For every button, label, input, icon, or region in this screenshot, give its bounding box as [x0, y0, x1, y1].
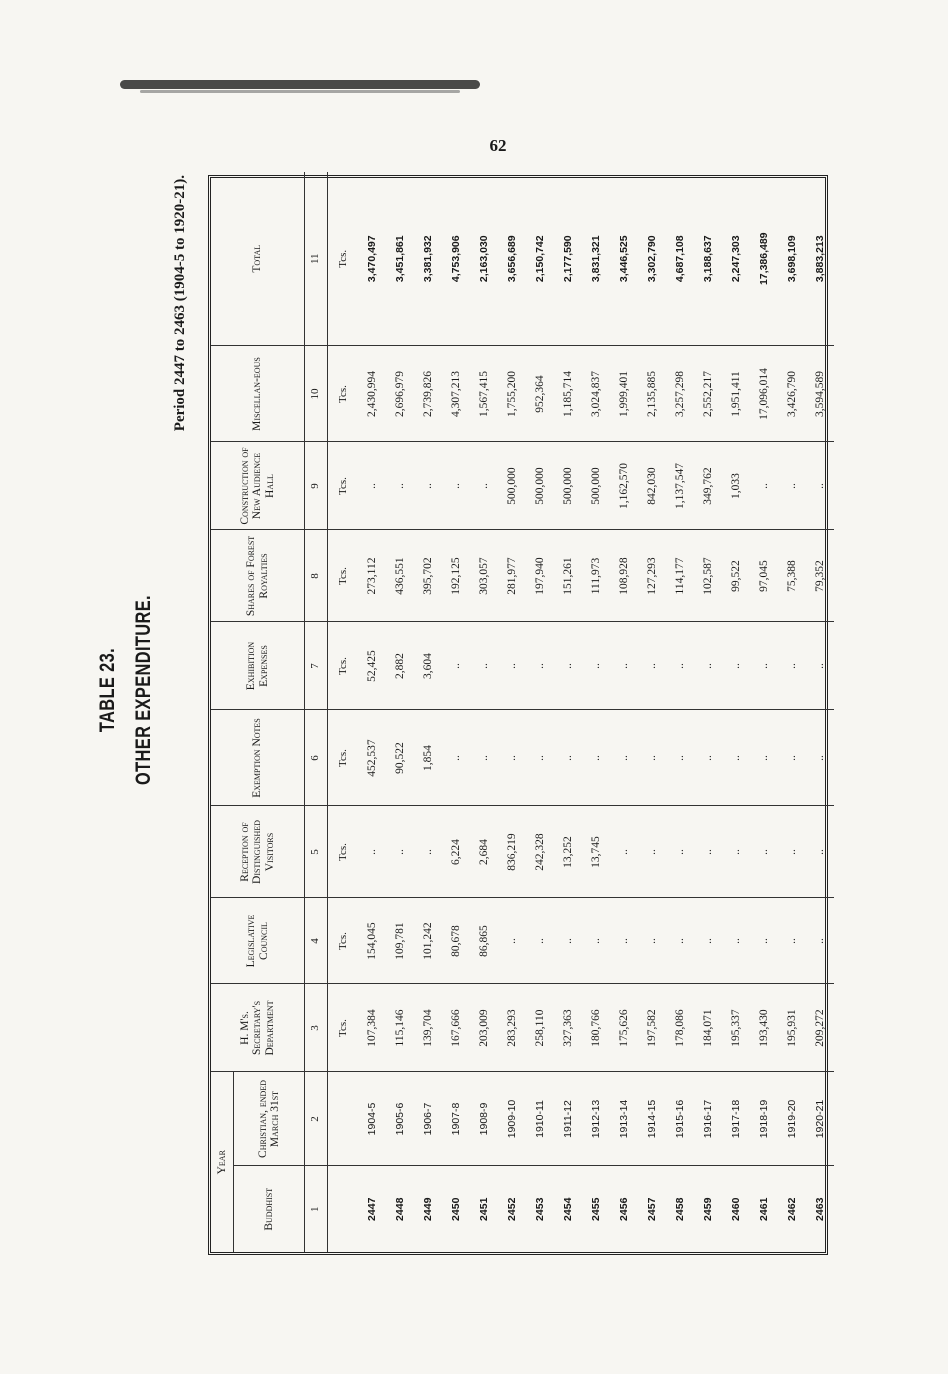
exemption-cell: 1,854: [414, 710, 442, 806]
header-reception: Reception of Distinguished Visitors: [211, 806, 305, 898]
exemption-cell: 452,537: [358, 710, 386, 806]
buddhist-year-cell: 2454: [562, 1197, 574, 1221]
header-buddhist: Buddhist: [234, 1166, 305, 1252]
exhibition-cell: ..: [470, 622, 498, 710]
total-cell: 3,451,861: [386, 172, 414, 346]
exemption-cell: 90,522: [386, 710, 414, 806]
reception-cell: ..: [638, 806, 666, 898]
legislative-cell: ..: [610, 898, 638, 984]
misc-cell: 1,185,714: [554, 346, 582, 442]
forest-cell: 111,973: [582, 530, 610, 622]
header-exemption: Exemption Notes: [211, 710, 305, 806]
misc-cell: 4,307,213: [442, 346, 470, 442]
legislative-cell: ..: [582, 898, 610, 984]
forest-cell: 108,928: [610, 530, 638, 622]
buddhist-year-cell: 2460: [730, 1197, 742, 1221]
secretary-cell: 193,430: [750, 984, 778, 1072]
christian-year-cell: 1918-19: [750, 1072, 778, 1166]
total-cell: 3,698,109: [778, 172, 806, 346]
column-number: 8: [305, 530, 328, 622]
audience-hall-cell: ..: [358, 442, 386, 530]
audience-hall-cell: 349,762: [694, 442, 722, 530]
forest-cell: 192,125: [442, 530, 470, 622]
christian-year-cell: 1915-16: [666, 1072, 694, 1166]
exhibition-cell: ..: [638, 622, 666, 710]
misc-cell: 17,096,014: [750, 346, 778, 442]
christian-year-cell: 1906-7: [414, 1072, 442, 1166]
total-cell: 3,381,932: [414, 172, 442, 346]
misc-cell: 3,257,298: [666, 346, 694, 442]
table-row: [778, 172, 806, 1252]
total-cell: 2,150,742: [526, 172, 554, 346]
forest-cell: 281,977: [498, 530, 526, 622]
legislative-cell: ..: [778, 898, 806, 984]
secretary-cell: 175,626: [610, 984, 638, 1072]
buddhist-year-cell: 2461: [758, 1197, 770, 1221]
misc-cell: 1,755,200: [498, 346, 526, 442]
exhibition-cell: ..: [582, 622, 610, 710]
reception-cell: 836,219: [498, 806, 526, 898]
misc-cell: 2,739,826: [414, 346, 442, 442]
column-number: 6: [305, 710, 328, 806]
header-misc: Miscellan-eous: [211, 346, 305, 442]
audience-hall-cell: ..: [470, 442, 498, 530]
total-cell: 2,163,030: [470, 172, 498, 346]
column-number: 3: [305, 984, 328, 1072]
reception-cell: 2,684: [470, 806, 498, 898]
secretary-cell: 167,666: [442, 984, 470, 1072]
reception-cell: 242,328: [526, 806, 554, 898]
christian-year-cell: 1920-21: [806, 1072, 834, 1166]
exhibition-cell: ..: [778, 622, 806, 710]
buddhist-year-cell: 2451: [478, 1197, 490, 1221]
title-block: [90, 125, 200, 1255]
column-number: 9: [305, 442, 328, 530]
exhibition-cell: 3,604: [414, 622, 442, 710]
legislative-cell: ..: [554, 898, 582, 984]
secretary-cell: 197,582: [638, 984, 666, 1072]
secretary-cell: 107,384: [358, 984, 386, 1072]
header-audience: Construction of New Audience Hall: [211, 442, 305, 530]
period-caption: Period 2447 to 2463 (1904-5 to 1920-21).: [172, 175, 188, 432]
exhibition-cell: 2,882: [386, 622, 414, 710]
table-row: [722, 172, 750, 1252]
reception-cell: ..: [722, 806, 750, 898]
christian-year-cell: 1907-8: [442, 1072, 470, 1166]
legislative-cell: ..: [666, 898, 694, 984]
forest-cell: 303,057: [470, 530, 498, 622]
christian-year-cell: 1905-6: [386, 1072, 414, 1166]
table-row: [414, 172, 442, 1252]
exhibition-cell: ..: [526, 622, 554, 710]
total-cell: 4,687,108: [666, 172, 694, 346]
misc-cell: 3,594,589: [806, 346, 834, 442]
legislative-cell: 80,678: [442, 898, 470, 984]
total-cell: 3,188,637: [694, 172, 722, 346]
column-number: 10: [305, 346, 328, 442]
secretary-cell: 195,337: [722, 984, 750, 1072]
christian-year-cell: 1919-20: [778, 1072, 806, 1166]
total-cell: 3,656,689: [498, 172, 526, 346]
audience-hall-cell: 500,000: [526, 442, 554, 530]
forest-cell: 75,388: [778, 530, 806, 622]
christian-year-cell: 1904-5: [358, 1072, 386, 1166]
table-row: [526, 172, 554, 1252]
exemption-cell: ..: [526, 710, 554, 806]
secretary-cell: 139,704: [414, 984, 442, 1072]
column-number: 1: [305, 1166, 328, 1252]
secretary-cell: 209,272: [806, 984, 834, 1072]
rotated-table-page: [90, 125, 850, 1255]
buddhist-year-cell: 2447: [366, 1197, 378, 1221]
exhibition-cell: ..: [666, 622, 694, 710]
christian-year-cell: 1913-14: [610, 1072, 638, 1166]
exhibition-cell: ..: [498, 622, 526, 710]
unit-label: Tcs.: [328, 346, 359, 442]
exemption-cell: ..: [666, 710, 694, 806]
secretary-cell: 327,363: [554, 984, 582, 1072]
table-row: [554, 172, 582, 1252]
header-exhibition: Exhibition Expenses: [211, 622, 305, 710]
forest-cell: 99,522: [722, 530, 750, 622]
table-row: [666, 172, 694, 1252]
exemption-cell: ..: [778, 710, 806, 806]
christian-year-cell: 1914-15: [638, 1072, 666, 1166]
buddhist-year-cell: 2450: [450, 1197, 462, 1221]
legislative-cell: ..: [750, 898, 778, 984]
forest-cell: 197,940: [526, 530, 554, 622]
exemption-cell: ..: [610, 710, 638, 806]
reception-cell: ..: [750, 806, 778, 898]
misc-cell: 2,696,979: [386, 346, 414, 442]
audience-hall-cell: ..: [806, 442, 834, 530]
audience-hall-cell: 1,033: [722, 442, 750, 530]
page-number: 62: [489, 136, 507, 155]
reception-cell: ..: [386, 806, 414, 898]
christian-year-cell: 1908-9: [470, 1072, 498, 1166]
buddhist-year-cell: 2448: [394, 1197, 406, 1221]
column-number: 4: [305, 898, 328, 984]
column-number: 11: [305, 172, 328, 346]
legislative-cell: ..: [722, 898, 750, 984]
table-row: [638, 172, 666, 1252]
christian-year-cell: 1911-12: [554, 1072, 582, 1166]
header-smudge-underline: [140, 90, 460, 93]
table-row: [498, 172, 526, 1252]
audience-hall-cell: 842,030: [638, 442, 666, 530]
table-row: [750, 172, 778, 1252]
christian-year-cell: 1917-18: [722, 1072, 750, 1166]
forest-cell: 395,702: [414, 530, 442, 622]
audience-hall-cell: 1,162,570: [610, 442, 638, 530]
exemption-cell: ..: [582, 710, 610, 806]
exemption-cell: ..: [470, 710, 498, 806]
exhibition-cell: ..: [694, 622, 722, 710]
exhibition-cell: ..: [442, 622, 470, 710]
unit-label: Tcs.: [328, 622, 359, 710]
forest-cell: 114,177: [666, 530, 694, 622]
table-row: [610, 172, 638, 1252]
legislative-cell: ..: [694, 898, 722, 984]
secretary-cell: 115,146: [386, 984, 414, 1072]
audience-hall-cell: ..: [414, 442, 442, 530]
secretary-cell: 283,293: [498, 984, 526, 1072]
table-row: [806, 172, 834, 1252]
table-title: TABLE 23.: [96, 647, 119, 733]
total-cell: 3,446,525: [610, 172, 638, 346]
legislative-cell: ..: [526, 898, 554, 984]
exemption-cell: ..: [554, 710, 582, 806]
table-row: [470, 172, 498, 1252]
legislative-cell: 154,045: [358, 898, 386, 984]
buddhist-year-cell: 2453: [534, 1197, 546, 1221]
header-total: Total: [211, 172, 305, 346]
unit-label: Tcs.: [328, 898, 359, 984]
total-cell: 3,302,790: [638, 172, 666, 346]
misc-cell: 2,135,885: [638, 346, 666, 442]
reception-cell: ..: [778, 806, 806, 898]
forest-cell: 79,352: [806, 530, 834, 622]
unit-label: Tcs.: [328, 710, 359, 806]
exhibition-cell: ..: [610, 622, 638, 710]
secretary-cell: 180,766: [582, 984, 610, 1072]
forest-cell: 127,293: [638, 530, 666, 622]
exemption-cell: ..: [750, 710, 778, 806]
forest-cell: 151,261: [554, 530, 582, 622]
audience-hall-cell: ..: [386, 442, 414, 530]
total-cell: 17,386,489: [750, 172, 778, 346]
unit-label: Tcs.: [328, 984, 359, 1072]
buddhist-year-cell: 2456: [618, 1197, 630, 1221]
unit-label: Tcs.: [328, 442, 359, 530]
christian-year-cell: 1916-17: [694, 1072, 722, 1166]
reception-cell: ..: [694, 806, 722, 898]
misc-cell: 1,951,411: [722, 346, 750, 442]
exhibition-cell: ..: [806, 622, 834, 710]
forest-cell: 102,587: [694, 530, 722, 622]
buddhist-year-cell: 2452: [506, 1197, 518, 1221]
audience-hall-cell: ..: [442, 442, 470, 530]
buddhist-year-cell: 2462: [786, 1197, 798, 1221]
total-cell: 2,177,590: [554, 172, 582, 346]
buddhist-year-cell: 2459: [702, 1197, 714, 1221]
misc-cell: 3,426,790: [778, 346, 806, 442]
secretary-cell: 258,110: [526, 984, 554, 1072]
audience-hall-cell: ..: [778, 442, 806, 530]
misc-cell: 2,430,994: [358, 346, 386, 442]
column-number: 2: [305, 1072, 328, 1166]
header-christian: Christian, ended March 31st: [234, 1072, 305, 1166]
reception-cell: ..: [610, 806, 638, 898]
exemption-cell: ..: [694, 710, 722, 806]
table-row: [386, 172, 414, 1252]
legislative-cell: 86,865: [470, 898, 498, 984]
table-row: [694, 172, 722, 1252]
total-cell: 2,247,303: [722, 172, 750, 346]
misc-cell: 1,567,415: [470, 346, 498, 442]
buddhist-year-cell: 2455: [590, 1197, 602, 1221]
secretary-cell: 178,086: [666, 984, 694, 1072]
total-cell: 4,753,906: [442, 172, 470, 346]
reception-cell: 13,252: [554, 806, 582, 898]
exhibition-cell: ..: [722, 622, 750, 710]
audience-hall-cell: 1,137,547: [666, 442, 694, 530]
reception-cell: 13,745: [582, 806, 610, 898]
misc-cell: 1,999,401: [610, 346, 638, 442]
audience-hall-cell: 500,000: [498, 442, 526, 530]
reception-cell: ..: [666, 806, 694, 898]
legislative-cell: 109,781: [386, 898, 414, 984]
exhibition-cell: ..: [554, 622, 582, 710]
reception-cell: ..: [806, 806, 834, 898]
header-secretary: H. M's. Secretary's Department: [211, 984, 305, 1072]
misc-cell: 952,364: [526, 346, 554, 442]
exhibition-cell: ..: [750, 622, 778, 710]
buddhist-year-cell: 2457: [646, 1197, 658, 1221]
audience-hall-cell: 500,000: [582, 442, 610, 530]
exemption-cell: ..: [442, 710, 470, 806]
forest-cell: 436,551: [386, 530, 414, 622]
forest-cell: 97,045: [750, 530, 778, 622]
reception-cell: ..: [358, 806, 386, 898]
legislative-cell: ..: [806, 898, 834, 984]
christian-year-cell: 1910-11: [526, 1072, 554, 1166]
total-cell: 3,883,213: [806, 172, 834, 346]
exemption-cell: ..: [722, 710, 750, 806]
header-smudge: [120, 80, 480, 89]
secretary-cell: 184,071: [694, 984, 722, 1072]
expenditure-table: [208, 175, 828, 1255]
unit-label: Tcs.: [328, 530, 359, 622]
column-number: 7: [305, 622, 328, 710]
reception-cell: ..: [414, 806, 442, 898]
unit-label: Tcs.: [328, 172, 359, 346]
total-cell: 3,470,497: [358, 172, 386, 346]
header-forest: Shares of Forest Royalties: [211, 530, 305, 622]
christian-year-cell: 1912-13: [582, 1072, 610, 1166]
misc-cell: 3,024,837: [582, 346, 610, 442]
secretary-cell: 195,931: [778, 984, 806, 1072]
audience-hall-cell: 500,000: [554, 442, 582, 530]
header-year: Year: [211, 1072, 234, 1252]
legislative-cell: ..: [638, 898, 666, 984]
total-cell: 3,831,321: [582, 172, 610, 346]
exemption-cell: ..: [498, 710, 526, 806]
table-subtitle: OTHER EXPENDITURE.: [132, 595, 155, 785]
misc-cell: 2,552,217: [694, 346, 722, 442]
exemption-cell: ..: [806, 710, 834, 806]
table-row: [442, 172, 470, 1252]
legislative-cell: 101,242: [414, 898, 442, 984]
christian-year-cell: 1909-10: [498, 1072, 526, 1166]
exhibition-cell: 52,425: [358, 622, 386, 710]
unit-label: Tcs.: [328, 806, 359, 898]
table-row: [358, 172, 386, 1252]
table-row: [582, 172, 610, 1252]
column-number: 5: [305, 806, 328, 898]
audience-hall-cell: ..: [750, 442, 778, 530]
forest-cell: 273,112: [358, 530, 386, 622]
legislative-cell: ..: [498, 898, 526, 984]
buddhist-year-cell: 2463: [814, 1197, 826, 1221]
exemption-cell: ..: [638, 710, 666, 806]
secretary-cell: 203,009: [470, 984, 498, 1072]
buddhist-year-cell: 2449: [422, 1197, 434, 1221]
reception-cell: 6,224: [442, 806, 470, 898]
header-legislative: Legislative Council: [211, 898, 305, 984]
buddhist-year-cell: 2458: [674, 1197, 686, 1221]
